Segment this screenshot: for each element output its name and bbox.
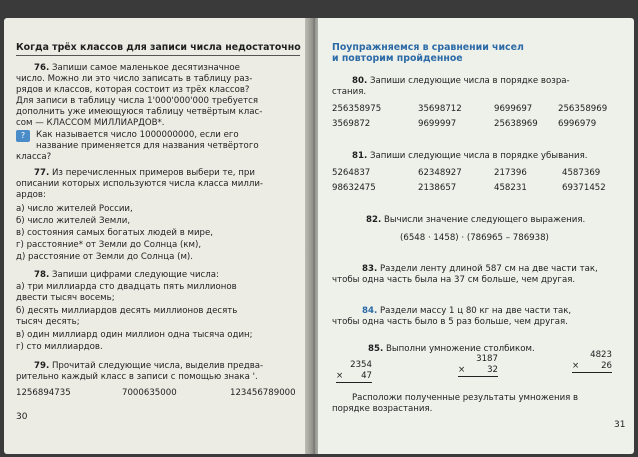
number-value: 458231 bbox=[494, 183, 527, 193]
text-line: описании которых используются числа класса милли- bbox=[16, 179, 264, 189]
list-item: в) один миллиард один миллион одна тысяча один; bbox=[16, 330, 253, 340]
text-line: двести тысяч восемь; bbox=[16, 293, 115, 303]
text-line: стания. bbox=[332, 87, 367, 97]
left-page-heading: Когда трёх классов для записи числа недостаточно bbox=[16, 42, 301, 53]
exercise-84: 84. Раздели массу 1 ц 80 кг на две части так, bbox=[362, 306, 572, 316]
text-line: чтобы одна часть была на 37 см больше, чем другая. bbox=[332, 275, 576, 285]
text-line: класса? bbox=[16, 152, 52, 162]
multiplier: 26 bbox=[601, 361, 612, 371]
number-value: 25638969 bbox=[494, 119, 538, 129]
exercise-85: 85. Выполни умножение столбиком. bbox=[368, 344, 535, 354]
exercise-number: 83. bbox=[362, 264, 378, 274]
math-expression: (6548 · 1458) · (786965 – 786938) bbox=[400, 233, 549, 243]
multiplicand: 2354 bbox=[350, 360, 372, 370]
number-value: 5264837 bbox=[332, 168, 371, 178]
number-value: 7000635000 bbox=[122, 388, 177, 398]
multiply-sign: × bbox=[458, 365, 466, 375]
list-item: в) состояния самых богатых людей в мире, bbox=[16, 228, 214, 238]
exercise-76: 76. Запиши самое маленькое десятизначное bbox=[34, 63, 240, 73]
number-value: 9699697 bbox=[494, 104, 533, 114]
text-line: число. Можно ли это число записать в таблицу раз- bbox=[16, 74, 253, 84]
column-multiplication-2 bbox=[458, 354, 498, 377]
number-value: 62348927 bbox=[418, 168, 462, 178]
exercise-number: 76. bbox=[34, 63, 50, 73]
exercise-82: 82. Вычисли значение следующего выражения. bbox=[366, 215, 586, 225]
list-item: б) десять миллиардов десять миллионов десять bbox=[16, 306, 238, 316]
exercise-79: 79. Прочитай следующие числа, выделив предва- bbox=[34, 361, 264, 371]
exercise-77: 77. Из перечисленных примеров выбери те, при bbox=[34, 168, 255, 178]
question-icon: ? bbox=[16, 130, 30, 142]
number-value: 217396 bbox=[494, 168, 527, 178]
list-item: д) расстояние от Земли до Солнца (м). bbox=[16, 252, 194, 262]
multiplier: 32 bbox=[487, 365, 498, 375]
text-line: Расположи полученные результаты умножения в bbox=[352, 393, 579, 403]
text-line: Для записи в таблицу числа 1'000'000'000 требуется bbox=[16, 96, 258, 106]
multiplier: 47 bbox=[361, 371, 372, 381]
number-value: 2138657 bbox=[418, 183, 457, 193]
exercise-number: 82. bbox=[366, 215, 382, 225]
exercise-number: 81. bbox=[352, 151, 368, 161]
number-value: 1256894735 bbox=[16, 388, 71, 398]
number-value: 3569872 bbox=[332, 119, 371, 129]
right-page-heading: Поупражняемся в сравнении чисел bbox=[332, 42, 524, 53]
number-value: 256358969 bbox=[558, 104, 608, 114]
text-line: ардов: bbox=[16, 190, 46, 200]
list-item: г) сто миллиардов. bbox=[16, 342, 103, 352]
list-item: г) расстояние* от Земли до Солнца (км), bbox=[16, 240, 202, 250]
multiply-sign: × bbox=[336, 371, 344, 381]
number-value: 256358975 bbox=[332, 104, 382, 114]
number-value: 9699997 bbox=[418, 119, 457, 129]
text-line: чтобы одна часть было в 5 раз больше, чем другая. bbox=[332, 317, 568, 327]
exercise-80: 80. Запиши следующие числа в порядке возра- bbox=[352, 76, 570, 86]
page-number: 31 bbox=[614, 420, 626, 430]
exercise-number: 79. bbox=[34, 361, 50, 371]
page-number: 30 bbox=[16, 412, 28, 422]
exercise-number: 85. bbox=[368, 344, 384, 354]
exercise-number: 77. bbox=[34, 168, 50, 178]
column-multiplication-3 bbox=[572, 350, 612, 373]
multiply-sign: × bbox=[572, 361, 580, 371]
text-line: тысяч десять; bbox=[16, 317, 80, 327]
heading-rule bbox=[16, 55, 300, 56]
number-value: 35698712 bbox=[418, 104, 462, 114]
text-line: дополнить уже имеющуюся таблицу четвёртым клас- bbox=[16, 107, 263, 117]
left-page bbox=[4, 18, 310, 454]
exercise-83: 83. Раздели ленту длиной 587 см на две части так, bbox=[362, 264, 598, 274]
number-value: 98632475 bbox=[332, 183, 376, 193]
exercise-number: 78. bbox=[34, 270, 50, 280]
number-value: 123456789000 bbox=[230, 388, 296, 398]
exercise-81: 81. Запиши следующие числа в порядке убывания. bbox=[352, 151, 588, 161]
text-line: Как называется число 1000000000, если его bbox=[36, 130, 239, 140]
number-value: 69371452 bbox=[562, 183, 606, 193]
number-value: 4587369 bbox=[562, 168, 601, 178]
list-item: а) число жителей России, bbox=[16, 204, 133, 214]
text-line: сом — КЛАССОМ МИЛЛИАРДОВ*. bbox=[16, 118, 165, 128]
list-item: б) число жителей Земли, bbox=[16, 216, 131, 226]
text-line: рительно каждый класс в записи с помощью знака '. bbox=[16, 372, 258, 382]
column-multiplication-1 bbox=[336, 360, 372, 383]
exercise-78: 78. Запиши цифрами следующие числа: bbox=[34, 270, 219, 280]
right-page bbox=[318, 18, 634, 454]
text-line: рядов и классов, которая состоит из трёх классов? bbox=[16, 85, 250, 95]
exercise-number: 80. bbox=[352, 76, 368, 86]
text-line: порядке возрастания. bbox=[332, 404, 433, 414]
exercise-number: 84. bbox=[362, 306, 378, 316]
number-value: 6996979 bbox=[558, 119, 597, 129]
right-page-heading-line2: и повторим пройденное bbox=[332, 53, 463, 64]
multiplicand: 3187 bbox=[476, 354, 498, 364]
multiplicand: 4823 bbox=[590, 350, 612, 360]
list-item: а) три миллиарда сто двадцать пять миллионов bbox=[16, 282, 237, 292]
text-line: название применяется для названия четвёртого bbox=[36, 141, 259, 151]
